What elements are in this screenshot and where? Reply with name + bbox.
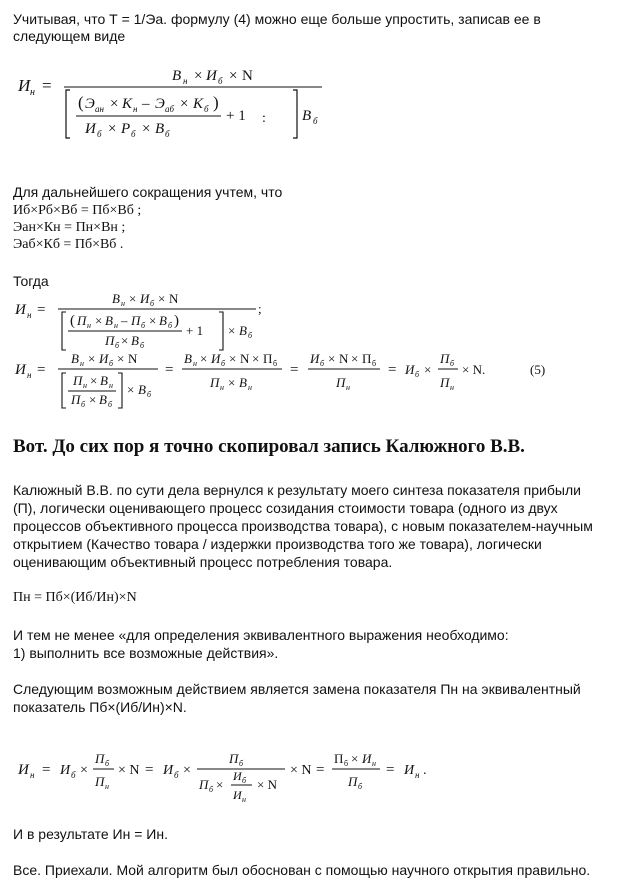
svg-text:И: И xyxy=(15,362,26,378)
svg-text:(: ( xyxy=(78,93,84,112)
svg-text:И: И xyxy=(404,763,415,778)
svg-text:В: В xyxy=(71,351,79,366)
svg-text:б: б xyxy=(204,104,209,114)
svg-text:П: П xyxy=(131,313,141,328)
svg-text:б: б xyxy=(248,331,253,340)
svg-text:н: н xyxy=(133,104,138,114)
svg-text:н: н xyxy=(30,87,35,98)
svg-text:×: × xyxy=(88,351,96,366)
svg-text:×: × xyxy=(89,392,97,407)
svg-text:б: б xyxy=(71,770,76,780)
svg-text:н: н xyxy=(415,770,420,780)
svg-text:×: × xyxy=(149,313,157,328)
svg-text:П: П xyxy=(199,777,209,792)
formula-1 xyxy=(0,58,624,148)
svg-text:б: б xyxy=(209,785,214,794)
svg-text:В: В xyxy=(184,351,192,366)
formula-5-number: (5) xyxy=(530,362,546,377)
svg-text:=: = xyxy=(316,762,325,778)
svg-text:б: б xyxy=(109,359,114,368)
svg-text:Э: Э xyxy=(85,96,95,112)
svg-text:н: н xyxy=(109,381,113,390)
svg-text:×: × xyxy=(216,777,224,792)
svg-text:н: н xyxy=(30,770,35,780)
svg-text:б: б xyxy=(147,390,152,399)
svg-text:н: н xyxy=(346,383,350,392)
svg-text:N: N xyxy=(339,351,349,366)
svg-text:б: б xyxy=(140,341,145,350)
svg-text:б: б xyxy=(218,76,223,86)
svg-text:×: × xyxy=(424,362,432,377)
svg-text:П: П xyxy=(95,774,105,789)
svg-text:П: П xyxy=(210,375,220,390)
svg-text:В: В xyxy=(105,313,113,328)
svg-text:×: × xyxy=(110,96,119,112)
svg-text:В: В xyxy=(172,68,182,84)
svg-text:б: б xyxy=(239,759,244,768)
svg-text:П: П xyxy=(440,351,450,366)
svg-text:н: н xyxy=(372,759,376,768)
svg-text:×: × xyxy=(229,351,237,366)
svg-text:N: N xyxy=(240,351,250,366)
section-heading: Вот. До сих пор я точно скопировал запись Калюжного В.В. xyxy=(13,436,525,457)
svg-text:×: × xyxy=(351,351,359,366)
svg-text:В: В xyxy=(112,291,120,306)
svg-text:б: б xyxy=(273,359,278,368)
svg-text:б: б xyxy=(320,359,325,368)
svg-text:П: П xyxy=(95,751,105,766)
svg-text:б: б xyxy=(81,400,86,409)
intro-line-2: следующем виде xyxy=(13,28,126,44)
svg-text:н: н xyxy=(121,299,125,308)
svg-text:В: В xyxy=(100,373,108,388)
svg-text:×: × xyxy=(328,351,336,366)
svg-text:б: б xyxy=(450,359,455,368)
equation-1: Иб×Рб×Вб = Пб×Вб ; xyxy=(13,203,142,218)
para1-line-4: открытием (Качество товара / издержки производства того же товара), логически xyxy=(13,536,542,552)
svg-text:×: × xyxy=(158,291,166,306)
svg-text:н: н xyxy=(80,359,84,368)
svg-text:N: N xyxy=(242,68,253,84)
svg-text:б: б xyxy=(415,370,420,379)
svg-text:×: × xyxy=(108,121,117,137)
intro-line-1: Учитывая, что Т = 1/Эа. формулу (4) можно еще больше упростить, записав ее в xyxy=(13,11,541,27)
svg-text:В: В xyxy=(239,323,247,338)
svg-text:N: N xyxy=(169,291,179,306)
svg-text:И: И xyxy=(310,351,320,366)
svg-text:×: × xyxy=(127,382,135,397)
formula-final xyxy=(0,742,624,806)
svg-text:б: б xyxy=(242,776,247,785)
svg-text:б: б xyxy=(108,400,113,409)
svg-text::: : xyxy=(262,111,266,126)
svg-text:.: . xyxy=(423,763,427,778)
equation-3: Эаб×Кб = Пб×Вб . xyxy=(13,237,124,252)
svg-text:В: В xyxy=(239,375,247,390)
svg-text:И: И xyxy=(60,763,71,778)
svg-text:И: И xyxy=(362,751,372,766)
svg-text:П: П xyxy=(362,351,372,366)
svg-text:;: ; xyxy=(258,301,262,316)
svg-text:К: К xyxy=(193,96,203,112)
svg-text:=: = xyxy=(388,362,397,378)
svg-text:б: б xyxy=(115,341,120,350)
reduce-line: Для дальнейшего сокращения учтем, что xyxy=(13,184,283,200)
svg-text:б: б xyxy=(313,116,318,126)
svg-text:×: × xyxy=(200,351,208,366)
svg-text:И: И xyxy=(99,351,109,366)
svg-text:б: б xyxy=(344,759,349,768)
svg-text:×: × xyxy=(183,763,191,778)
svg-text:б: б xyxy=(221,359,226,368)
svg-text:П: П xyxy=(348,774,358,789)
svg-text:И: И xyxy=(15,302,26,318)
svg-text:Р: Р xyxy=(121,121,131,137)
svg-text:=: = xyxy=(42,76,52,95)
svg-text:–: – xyxy=(121,313,128,328)
para2-line-2: 1) выполнить все возможные действия». xyxy=(13,645,279,661)
svg-text:×: × xyxy=(117,351,125,366)
svg-text:н: н xyxy=(450,383,454,392)
svg-text:П: П xyxy=(336,375,346,390)
svg-text:И: И xyxy=(18,762,29,778)
svg-text:×: × xyxy=(228,375,236,390)
svg-text:И: И xyxy=(163,763,174,778)
svg-text:×: × xyxy=(95,313,103,328)
svg-text:В: В xyxy=(159,313,167,328)
svg-text:В: В xyxy=(131,333,139,348)
svg-text:× N: × N xyxy=(257,777,277,792)
svg-text:× N.: × N. xyxy=(462,362,486,377)
svg-text:н: н xyxy=(27,310,32,320)
svg-text:=: = xyxy=(290,362,299,378)
svg-text:×: × xyxy=(228,323,236,338)
svg-text:): ) xyxy=(213,93,219,112)
svg-text:б: б xyxy=(358,782,363,791)
formula-2 xyxy=(0,288,624,352)
formula-pn: Пн = Пб×(Иб/Ин)×N xyxy=(13,590,137,605)
svg-text:× N: × N xyxy=(290,763,312,778)
svg-text:б: б xyxy=(150,299,155,308)
svg-text:×: × xyxy=(80,763,88,778)
para2-line-1: И тем не менее «для определения эквивалентного выражения необходимо: xyxy=(13,627,509,643)
svg-text:П: П xyxy=(71,392,81,407)
svg-text:И: И xyxy=(233,769,242,783)
result-line: И в результате Ин = Ин. xyxy=(13,826,168,842)
svg-text:×: × xyxy=(90,373,98,388)
formula-5 xyxy=(0,348,624,412)
svg-text:б: б xyxy=(168,321,173,330)
svg-text:б: б xyxy=(131,129,136,139)
svg-text:И: И xyxy=(85,121,96,137)
svg-text:×: × xyxy=(180,96,189,112)
para1-line-3: процессов объективного процесса производства товара), с новым показателем-научным xyxy=(13,518,593,534)
svg-text:б: б xyxy=(372,359,377,368)
svg-text:П: П xyxy=(105,333,115,348)
svg-text:б: б xyxy=(105,759,110,768)
svg-text:П: П xyxy=(440,375,450,390)
svg-text:×: × xyxy=(194,68,203,84)
svg-text:П: П xyxy=(73,373,83,388)
svg-text:аб: аб xyxy=(165,104,175,114)
final-line: Все. Приехали. Мой алгоритм был обоснован с помощью научного открытия правильно. xyxy=(13,862,591,878)
para3-line-2: показатель Пб×(Иб/Ин)×N. xyxy=(13,699,187,715)
svg-text:В: В xyxy=(99,392,107,407)
svg-text:н: н xyxy=(242,795,246,804)
svg-text:н: н xyxy=(183,76,188,86)
svg-text:×: × xyxy=(129,291,137,306)
svg-text:П: П xyxy=(263,351,273,366)
svg-text:И: И xyxy=(18,76,31,95)
svg-text:×: × xyxy=(229,68,238,84)
para1-line-1: Калюжный В.В. по сути дела вернулся к результату моего синтеза показателя прибыли xyxy=(13,482,581,498)
svg-text:+ 1: + 1 xyxy=(226,108,246,124)
svg-text:б: б xyxy=(141,321,146,330)
svg-text:(: ( xyxy=(70,313,75,329)
svg-text:К: К xyxy=(122,96,132,112)
para1-line-5: оценивающим объективный процесс потребления товара. xyxy=(13,554,393,570)
svg-text:И: И xyxy=(211,351,221,366)
para1-line-2: (П), логически оценивающего процесс созидания стоимости товара (одного из двух xyxy=(13,500,558,516)
svg-text:=: = xyxy=(37,302,46,318)
svg-text:н: н xyxy=(193,359,197,368)
svg-text:И: И xyxy=(206,68,217,84)
svg-text:+ 1: + 1 xyxy=(186,323,204,338)
svg-text:=: = xyxy=(37,362,46,378)
svg-text:н: н xyxy=(87,321,91,330)
svg-text:): ) xyxy=(174,313,179,329)
svg-text:ан: ан xyxy=(95,104,104,114)
svg-text:N: N xyxy=(128,351,138,366)
svg-text:=: = xyxy=(386,762,395,778)
svg-text:н: н xyxy=(27,370,32,380)
svg-text:н: н xyxy=(105,782,109,791)
svg-text:П: П xyxy=(334,751,344,766)
svg-text:н: н xyxy=(248,383,252,392)
svg-text:Э: Э xyxy=(155,96,165,112)
svg-text:В: В xyxy=(138,382,146,397)
togda-label: Тогда xyxy=(13,273,49,289)
svg-text:=: = xyxy=(145,762,154,778)
svg-text:н: н xyxy=(220,383,224,392)
svg-text:н: н xyxy=(114,321,118,330)
svg-text:И: И xyxy=(140,291,150,306)
svg-text:=: = xyxy=(165,362,174,378)
svg-text:П: П xyxy=(77,313,87,328)
svg-text:×: × xyxy=(351,751,359,766)
svg-text:×: × xyxy=(121,333,129,348)
svg-text:В: В xyxy=(155,121,165,137)
svg-text:б: б xyxy=(165,129,170,139)
svg-text:×: × xyxy=(142,121,151,137)
svg-text:И: И xyxy=(233,788,242,802)
svg-text:× N: × N xyxy=(118,763,140,778)
svg-text:×: × xyxy=(252,351,260,366)
svg-text:н: н xyxy=(83,381,87,390)
svg-text:б: б xyxy=(97,129,102,139)
svg-text:П: П xyxy=(229,751,239,766)
svg-text:б: б xyxy=(174,770,179,780)
svg-text:–: – xyxy=(142,96,150,112)
svg-text:И: И xyxy=(405,362,415,377)
para3-line-1: Следующим возможным действием является замена показателя Пн на эквивалентный xyxy=(13,681,581,697)
equation-2: Эан×Кн = Пн×Вн ; xyxy=(13,220,126,235)
svg-text:В: В xyxy=(302,108,312,124)
svg-text:=: = xyxy=(42,762,51,778)
